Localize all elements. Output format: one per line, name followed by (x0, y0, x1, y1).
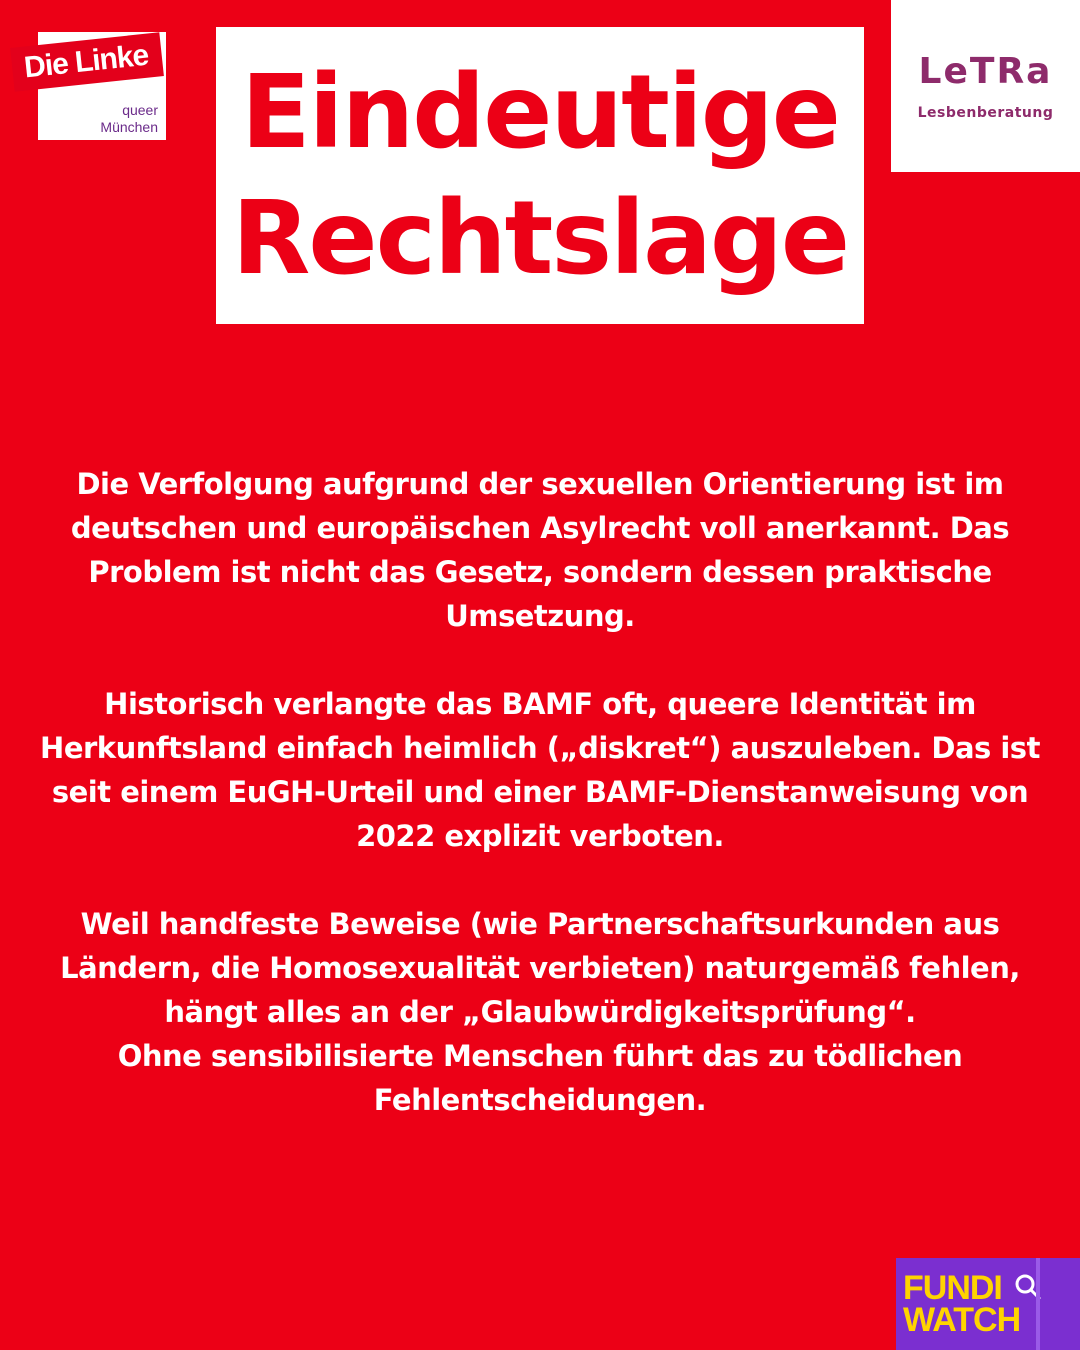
title-box (216, 27, 864, 324)
letra-wordmark: LeTRa (918, 51, 1053, 92)
die-linke-logo (22, 32, 166, 140)
letra-subtitle: Lesbenberatung (917, 105, 1054, 121)
die-linke-sub-queer: queer (122, 102, 158, 118)
title-line-2: Rechtslage (231, 178, 849, 298)
paragraph-2: Historisch verlangte das BAMF oft, queere Identität im Herkunftsland einfach heimlich („diskret“) auszuleben. Das ist seit einem EuGH-Urteil und einer BAMF-Dienstanweisung von 2022 explizit verboten. (40, 687, 1040, 853)
die-linke-wordmark: Die Linke (10, 32, 164, 91)
paragraph-1: Die Verfolgung aufgrund der sexuellen Orientierung ist im deutschen und europäischen Asylrecht voll anerkannt. Das Problem ist nicht das Gesetz, sondern dessen praktische Umsetzung. (70, 467, 1010, 633)
body-text (20, 462, 1060, 1122)
fundiwatch-logo (896, 1258, 1080, 1350)
letra-logo (891, 0, 1080, 172)
paragraph-4: Ohne sensibilisierte Menschen führt das zu tödlichen Fehlentscheidungen. (117, 1039, 963, 1117)
fundiwatch-line-1: FUNDI (903, 1269, 1002, 1307)
fundiwatch-divider (1036, 1258, 1040, 1350)
die-linke-sub-muenchen: München (100, 119, 158, 135)
paragraph-3: Weil handfeste Beweise (wie Partnerschaftsurkunden aus Ländern, die Homosexualität verbieten) naturgemäß fehlen, hängt alles an der „Glaubwürdigkeitsprüfung“. (60, 907, 1020, 1029)
title-line-1: Eindeutige (241, 52, 839, 172)
fundiwatch-line-2: WATCH (903, 1301, 1021, 1339)
